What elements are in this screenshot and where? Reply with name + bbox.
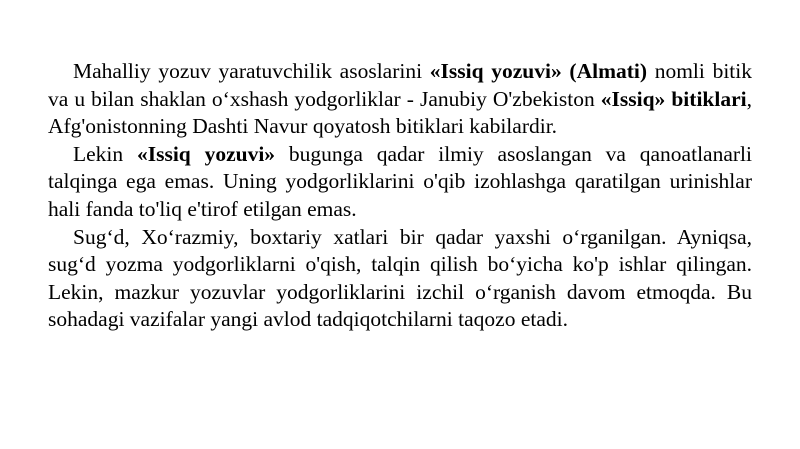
text-segment: Sugʻd, Xoʻrazmiy, boxtariy xatlari bir qadar yaxshi oʻrganilgan. Ayniqsa, sugʻd yozma yodgorliklarni o'qish, talqin qilish boʻyicha ko'p ishlar qilingan. Lekin, mazkur yozuvlar yodgorliklarini izchil oʻrganish davom etmoqda. Bu sohadagi vazifalar yangi avlod tadqiqotchilarni taqozo etadi. bbox=[48, 224, 752, 332]
bold-text-segment: «Issiq yozuvi» (Almati) bbox=[429, 59, 648, 83]
text-segment: , Afg'onistonning Dashti Navur qoyatosh bitiklari kabilardir. bbox=[48, 86, 752, 139]
text-segment: nomli bitik va u bilan shaklan oʻxshash yodgorliklar - Janubiy O'zbekiston bbox=[48, 59, 752, 111]
bold-text-segment: «Issiq» bitiklari bbox=[600, 86, 747, 111]
paragraph-2 bbox=[48, 141, 752, 224]
document-body bbox=[48, 58, 752, 334]
text-segment: bugunga qadar ilmiy asoslangan va qanoatlanarli talqinga ega emas. Uning yodgorliklarini o'qib izohlashga qaratilgan urinishlar hali fanda to'liq e'tirof etilgan emas. bbox=[48, 141, 752, 221]
text-segment: Mahalliy yozuv yaratuvchilik asoslarini bbox=[73, 59, 430, 83]
paragraph-1 bbox=[48, 58, 752, 141]
paragraph-3 bbox=[48, 224, 752, 334]
bold-text-segment: «Issiq yozuvi» bbox=[136, 141, 276, 166]
text-segment: Lekin bbox=[73, 141, 137, 166]
